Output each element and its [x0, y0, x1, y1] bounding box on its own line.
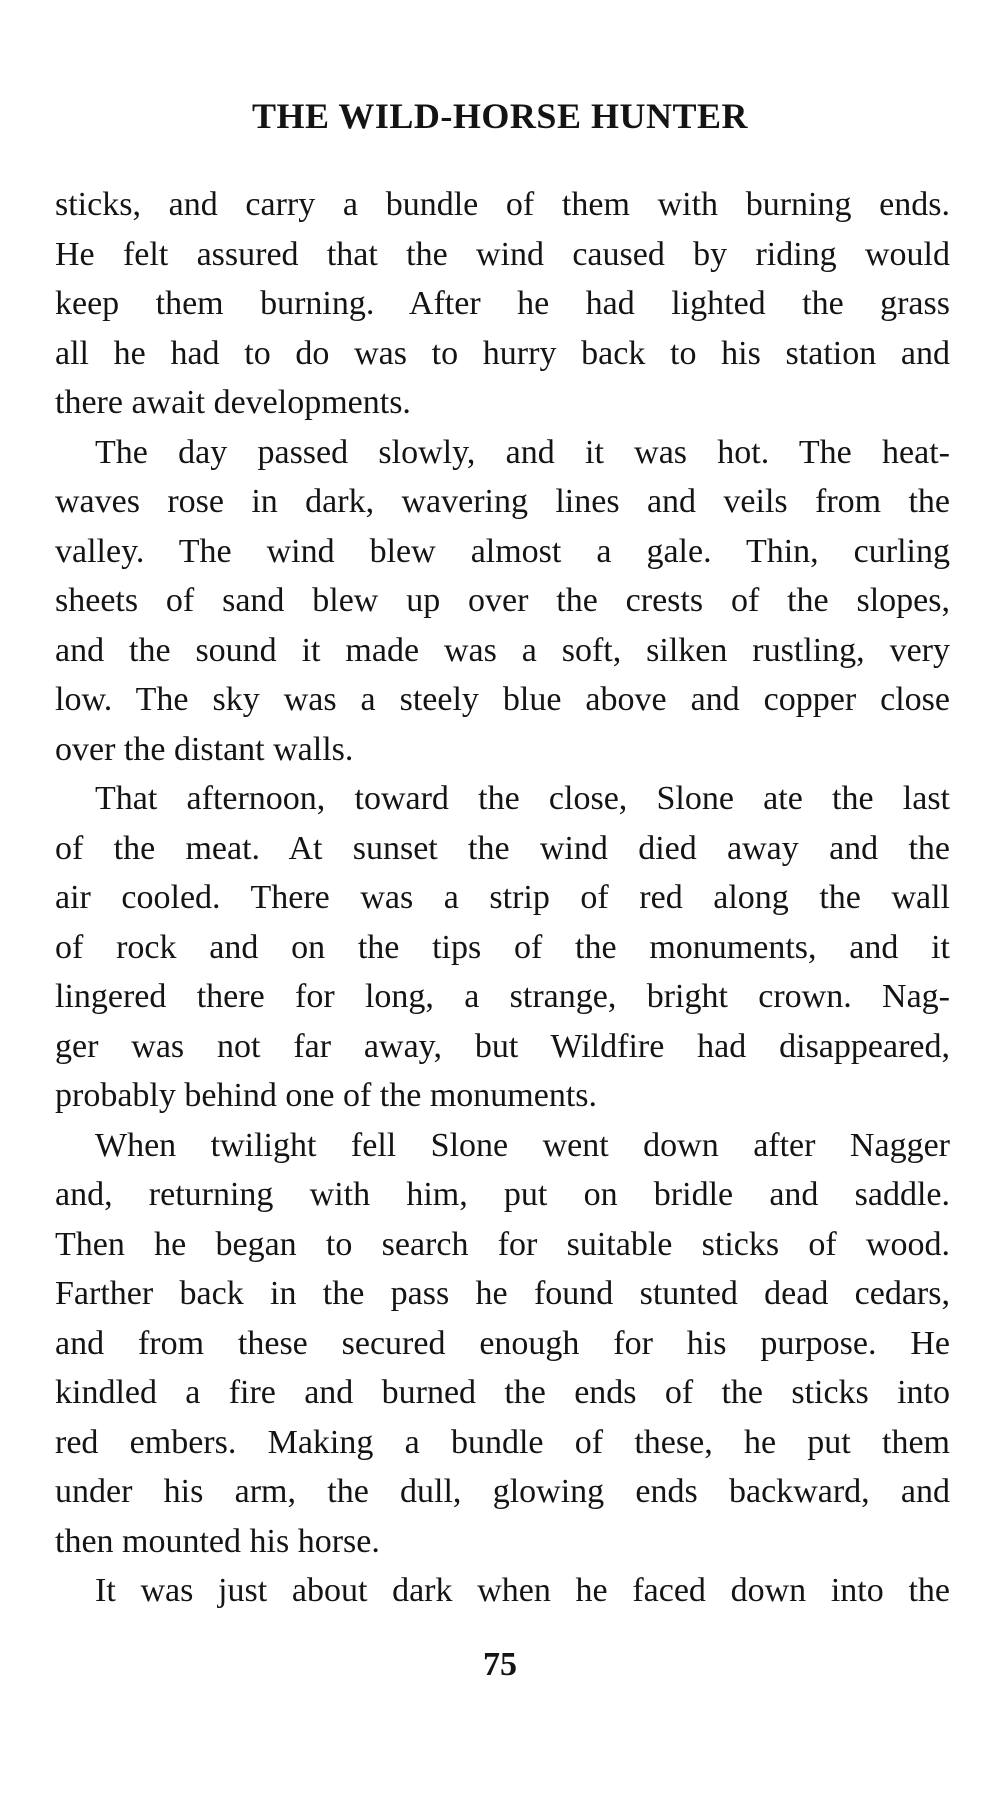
text-line: over the distant walls. [55, 730, 354, 768]
text-line: sheets of sand blew up over the crests of the slopes, [55, 582, 950, 619]
text-line: there await developments. [55, 384, 411, 421]
text-line: red embers. Making a bundle of these, he put them [55, 1423, 950, 1461]
text-line: of rock and on the tips of the monuments, and it [55, 928, 950, 966]
text-line: air cooled. There was a strip of red along the wall [55, 879, 950, 916]
text-line: kindled a fire and burned the ends of the sticks into [55, 1374, 950, 1411]
text-line: under his arm, the dull, glowing ends backward, and [55, 1473, 950, 1510]
text-line: all he had to do was to hurry back to his station and [55, 334, 950, 372]
text-line: The day passed slowly, and it was hot. The heat- [95, 433, 950, 471]
text-line: low. The sky was a steely blue above and copper close [55, 681, 950, 718]
text-line: and from these secured enough for his purpose. He [55, 1324, 950, 1362]
text-line: probably behind one of the monuments. [55, 1077, 598, 1114]
text-line: When twilight fell Slone went down after Nagger [95, 1126, 950, 1164]
page-number: 75 [483, 1646, 517, 1683]
text-line: lingered there for long, a strange, bright crown. Nag- [55, 978, 950, 1015]
text-line: He felt assured that the wind caused by riding would [55, 235, 950, 273]
text-line: That afternoon, toward the close, Slone ate the last [95, 780, 950, 817]
text-line: keep them burning. After he had lighted the grass [55, 285, 950, 322]
running-head: THE WILD-HORSE HUNTER [252, 96, 748, 136]
text-line: and the sound it made was a soft, silken rustling, very [55, 631, 950, 669]
text-line: ger was not far away, but Wildfire had disappeared, [55, 1027, 950, 1065]
body-text [55, 180, 950, 1616]
text-line: of the meat. At sunset the wind died away and the [55, 829, 950, 867]
text-line: Farther back in the pass he found stunted dead cedars, [55, 1275, 950, 1312]
text-line: Then he began to search for suitable sticks of wood. [55, 1225, 950, 1263]
text-line: valley. The wind blew almost a gale. Thin, curling [55, 532, 950, 570]
text-line: and, returning with him, put on bridle and saddle. [55, 1176, 950, 1213]
text-line: sticks, and carry a bundle of them with burning ends. [55, 186, 950, 223]
text-line: waves rose in dark, wavering lines and veils from the [55, 483, 950, 520]
text-line: then mounted his horse. [55, 1522, 380, 1560]
text-line: It was just about dark when he faced down into the [95, 1572, 950, 1609]
